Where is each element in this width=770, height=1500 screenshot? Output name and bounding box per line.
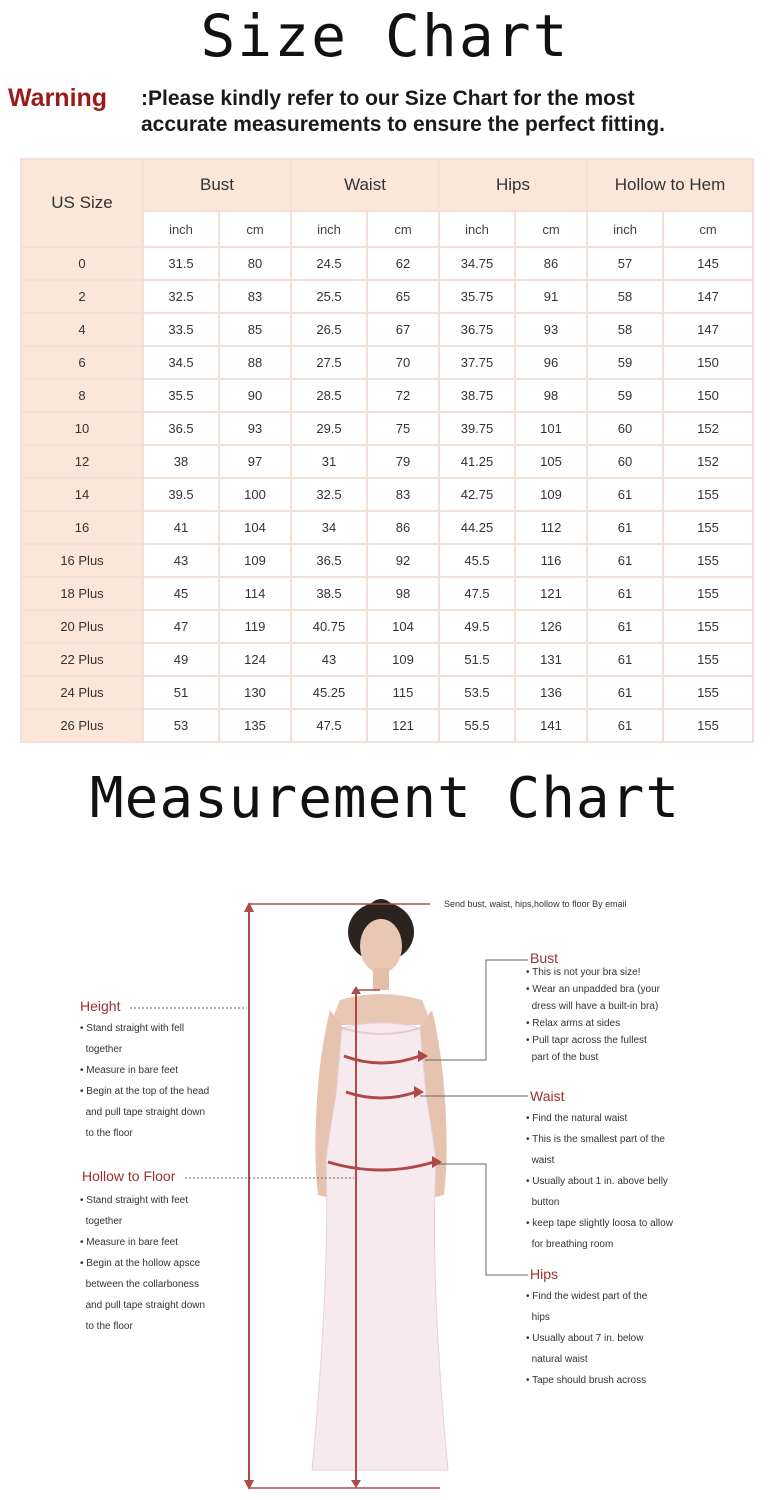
measurement-cell: 150: [663, 379, 753, 412]
measurement-cell: 75: [367, 412, 439, 445]
measurement-cell: 155: [663, 478, 753, 511]
size-label-cell: 6: [21, 346, 143, 379]
measurement-cell: 45.25: [291, 676, 367, 709]
measurement-cell: 61: [587, 709, 663, 742]
table-row: [21, 445, 753, 478]
measurement-cell: 61: [587, 610, 663, 643]
list-item: • This is not your bra size!: [526, 967, 641, 978]
size-label-cell: 14: [21, 478, 143, 511]
unit-header: cm: [515, 211, 587, 247]
list-item: waist: [531, 1155, 555, 1166]
measurement-cell: 53: [143, 709, 219, 742]
measurement-cell: 93: [219, 412, 291, 445]
list-item: • keep tape slightly loosa to allow: [526, 1218, 673, 1229]
measurement-cell: 91: [515, 280, 587, 313]
measurement-cell: 60: [587, 445, 663, 478]
measurement-cell: 47.5: [291, 709, 367, 742]
measurement-cell: 25.5: [291, 280, 367, 313]
measurement-cell: 88: [219, 346, 291, 379]
measurement-cell: 155: [663, 511, 753, 544]
list-item: dress will have a built-in bra): [531, 1001, 659, 1012]
measurement-cell: 130: [219, 676, 291, 709]
table-body: [21, 247, 753, 742]
measurement-cell: 83: [367, 478, 439, 511]
measurement-cell: 116: [515, 544, 587, 577]
measurement-cell: 61: [587, 544, 663, 577]
measurement-cell: 114: [219, 577, 291, 610]
header-waist: Waist: [291, 159, 439, 211]
table-row: [21, 511, 753, 544]
model-figure: [312, 899, 448, 1488]
size-label-cell: 26 Plus: [21, 709, 143, 742]
measurement-cell: 60: [587, 412, 663, 445]
measurement-cell: 51: [143, 676, 219, 709]
measurement-cell: 61: [587, 643, 663, 676]
measurement-cell: 109: [367, 643, 439, 676]
list-item: • Tape should brush across: [526, 1375, 647, 1386]
list-item: • Stand straight with fell: [80, 1023, 185, 1034]
measurement-cell: 67: [367, 313, 439, 346]
waist-instructions: [526, 1108, 673, 1255]
unit-header: inch: [291, 211, 367, 247]
measurement-cell: 47: [143, 610, 219, 643]
size-label-cell: 8: [21, 379, 143, 412]
list-item: and pull tape straight down: [85, 1107, 206, 1118]
measurement-cell: 38: [143, 445, 219, 478]
measurement-cell: 33.5: [143, 313, 219, 346]
measurement-cell: 55.5: [439, 709, 515, 742]
table-row: [21, 478, 753, 511]
measurement-cell: 34.75: [439, 247, 515, 280]
measurement-cell: 36.5: [143, 412, 219, 445]
list-item: and pull tape straight down: [85, 1300, 206, 1311]
list-item: between the collarboness: [85, 1279, 199, 1290]
measurement-cell: 96: [515, 346, 587, 379]
measurement-cell: 112: [515, 511, 587, 544]
measurement-cell: 155: [663, 544, 753, 577]
measurement-cell: 155: [663, 610, 753, 643]
measurement-cell: 49.5: [439, 610, 515, 643]
measurement-cell: 42.75: [439, 478, 515, 511]
header-bust: Bust: [143, 159, 291, 211]
measurement-cell: 37.75: [439, 346, 515, 379]
measurement-cell: 86: [515, 247, 587, 280]
measurement-cell: 150: [663, 346, 753, 379]
measurement-cell: 35.5: [143, 379, 219, 412]
list-item: • Stand straight with feet: [80, 1195, 189, 1206]
hollow-heading: Hollow to Floor: [82, 1168, 176, 1184]
waist-heading: Waist: [530, 1088, 565, 1104]
list-item: button: [531, 1197, 560, 1208]
measurement-cell: 43: [143, 544, 219, 577]
measurement-cell: 109: [219, 544, 291, 577]
measurement-cell: 141: [515, 709, 587, 742]
measurement-cell: 145: [663, 247, 753, 280]
measurement-cell: 31.5: [143, 247, 219, 280]
measurement-cell: 36.75: [439, 313, 515, 346]
table-row: [21, 280, 753, 313]
measurement-cell: 45.5: [439, 544, 515, 577]
measurement-cell: 62: [367, 247, 439, 280]
measurement-cell: 98: [515, 379, 587, 412]
list-item: • Usually about 1 in. above belly: [526, 1176, 668, 1187]
measurement-cell: 93: [515, 313, 587, 346]
unit-header: inch: [439, 211, 515, 247]
header-hollow-to-hem: Hollow to Hem: [587, 159, 753, 211]
measurement-cell: 147: [663, 313, 753, 346]
table-row: [21, 379, 753, 412]
measurement-cell: 38.75: [439, 379, 515, 412]
unit-header: cm: [663, 211, 753, 247]
measurement-cell: 152: [663, 412, 753, 445]
measurement-cell: 126: [515, 610, 587, 643]
measurement-cell: 121: [367, 709, 439, 742]
table-row: [21, 544, 753, 577]
measurement-cell: 136: [515, 676, 587, 709]
list-item: • Measure in bare feet: [80, 1237, 178, 1248]
measurement-cell: 119: [219, 610, 291, 643]
list-item: hips: [531, 1312, 550, 1323]
size-label-cell: 24 Plus: [21, 676, 143, 709]
measurement-cell: 85: [219, 313, 291, 346]
size-label-cell: 20 Plus: [21, 610, 143, 643]
measurement-cell: 51.5: [439, 643, 515, 676]
measurement-cell: 38.5: [291, 577, 367, 610]
hollow-instructions: [80, 1190, 205, 1337]
header-hips: Hips: [439, 159, 587, 211]
measurement-cell: 147: [663, 280, 753, 313]
list-item: • Pull tapr across the fullest: [526, 1035, 647, 1046]
unit-header: cm: [367, 211, 439, 247]
measurement-cell: 35.75: [439, 280, 515, 313]
size-label-cell: 16 Plus: [21, 544, 143, 577]
measurement-cell: 152: [663, 445, 753, 478]
list-item: • Find the natural waist: [526, 1113, 628, 1124]
table-row: [21, 643, 753, 676]
measurement-cell: 83: [219, 280, 291, 313]
measurement-cell: 26.5: [291, 313, 367, 346]
height-heading: Height: [80, 998, 121, 1014]
measurement-cell: 24.5: [291, 247, 367, 280]
size-label-cell: 12: [21, 445, 143, 478]
measurement-cell: 104: [219, 511, 291, 544]
bust-heading: Bust: [530, 950, 559, 966]
list-item: together: [85, 1216, 123, 1227]
measurement-cell: 155: [663, 577, 753, 610]
measurement-cell: 59: [587, 379, 663, 412]
measurement-figure: [0, 860, 770, 1500]
measurement-cell: 61: [587, 676, 663, 709]
table-row: [21, 610, 753, 643]
list-item: • Wear an unpadded bra (your: [526, 984, 660, 995]
measurement-cell: 29.5: [291, 412, 367, 445]
unit-header: cm: [219, 211, 291, 247]
email-note: Send bust, waist, hips,hollow to floor By email: [444, 899, 627, 909]
measurement-cell: 115: [367, 676, 439, 709]
measurement-cell: 59: [587, 346, 663, 379]
measurement-cell: 39.75: [439, 412, 515, 445]
bust-instructions: [526, 964, 660, 1066]
size-label-cell: 0: [21, 247, 143, 280]
measurement-cell: 58: [587, 280, 663, 313]
list-item: • This is the smallest part of the: [526, 1134, 665, 1145]
measurement-cell: 100: [219, 478, 291, 511]
measurement-cell: 32.5: [291, 478, 367, 511]
hips-heading: Hips: [530, 1266, 559, 1282]
measurement-cell: 72: [367, 379, 439, 412]
size-table: [20, 158, 754, 743]
warning-text-line1: :Please kindly refer to our Size Chart for the most: [141, 87, 635, 110]
measurement-cell: 40.75: [291, 610, 367, 643]
measurement-cell: 34: [291, 511, 367, 544]
measurement-cell: 41: [143, 511, 219, 544]
measurement-cell: 39.5: [143, 478, 219, 511]
measurement-cell: 98: [367, 577, 439, 610]
measurement-cell: 90: [219, 379, 291, 412]
measurement-chart-title: Measurement Chart: [89, 766, 681, 831]
list-item: together: [85, 1044, 123, 1055]
header-us-size: US Size: [21, 159, 143, 247]
unit-header: inch: [143, 211, 219, 247]
measurement-cell: 45: [143, 577, 219, 610]
table-row: [21, 709, 753, 742]
measurement-cell: 86: [367, 511, 439, 544]
list-item: for breathing room: [531, 1239, 614, 1250]
hips-instructions: [526, 1286, 647, 1391]
list-item: • Measure in bare feet: [80, 1065, 178, 1076]
measurement-cell: 53.5: [439, 676, 515, 709]
measurement-cell: 43: [291, 643, 367, 676]
measurement-cell: 104: [367, 610, 439, 643]
measurement-cell: 155: [663, 676, 753, 709]
size-label-cell: 16: [21, 511, 143, 544]
table-row: [21, 346, 753, 379]
table-header-groups: [21, 159, 753, 211]
measurement-cell: 61: [587, 478, 663, 511]
size-label-cell: 18 Plus: [21, 577, 143, 610]
measurement-cell: 34.5: [143, 346, 219, 379]
height-instructions: [80, 1018, 209, 1144]
list-item: natural waist: [531, 1354, 588, 1365]
list-item: • Begin at the top of the head: [80, 1086, 210, 1097]
list-item: to the floor: [85, 1128, 133, 1139]
measurement-cell: 135: [219, 709, 291, 742]
measurement-cell: 44.25: [439, 511, 515, 544]
measurement-cell: 41.25: [439, 445, 515, 478]
measurement-cell: 79: [367, 445, 439, 478]
measurement-cell: 105: [515, 445, 587, 478]
measurement-cell: 70: [367, 346, 439, 379]
measurement-cell: 131: [515, 643, 587, 676]
measurement-cell: 27.5: [291, 346, 367, 379]
measurement-cell: 57: [587, 247, 663, 280]
measurement-cell: 58: [587, 313, 663, 346]
table-row: [21, 676, 753, 709]
measurement-cell: 92: [367, 544, 439, 577]
table-row: [21, 577, 753, 610]
table-row: [21, 412, 753, 445]
table-row: [21, 247, 753, 280]
measurement-cell: 121: [515, 577, 587, 610]
measurement-cell: 32.5: [143, 280, 219, 313]
measurement-cell: 124: [219, 643, 291, 676]
measurement-cell: 61: [587, 577, 663, 610]
measurement-cell: 49: [143, 643, 219, 676]
measurement-cell: 155: [663, 643, 753, 676]
warning-label: Warning: [8, 84, 108, 112]
unit-header: inch: [587, 211, 663, 247]
measurement-cell: 109: [515, 478, 587, 511]
measurement-cell: 155: [663, 709, 753, 742]
measurement-cell: 97: [219, 445, 291, 478]
list-item: • Find the widest part of the: [526, 1291, 648, 1302]
measurement-cell: 65: [367, 280, 439, 313]
measurement-cell: 101: [515, 412, 587, 445]
size-label-cell: 2: [21, 280, 143, 313]
list-item: part of the bust: [531, 1052, 599, 1063]
size-label-cell: 22 Plus: [21, 643, 143, 676]
list-item: • Begin at the hollow apsce: [80, 1258, 201, 1269]
list-item: to the floor: [85, 1321, 133, 1332]
measurement-cell: 31: [291, 445, 367, 478]
size-chart-title: Size Chart: [200, 2, 570, 70]
measurement-cell: 61: [587, 511, 663, 544]
size-label-cell: 4: [21, 313, 143, 346]
measurement-cell: 36.5: [291, 544, 367, 577]
measurement-cell: 80: [219, 247, 291, 280]
measurement-cell: 47.5: [439, 577, 515, 610]
measurement-cell: 28.5: [291, 379, 367, 412]
warning-text-line2: accurate measurements to ensure the perfect fitting.: [141, 113, 665, 136]
size-label-cell: 10: [21, 412, 143, 445]
list-item: • Relax arms at sides: [526, 1018, 621, 1029]
table-row: [21, 313, 753, 346]
list-item: • Usually about 7 in. below: [526, 1333, 644, 1344]
